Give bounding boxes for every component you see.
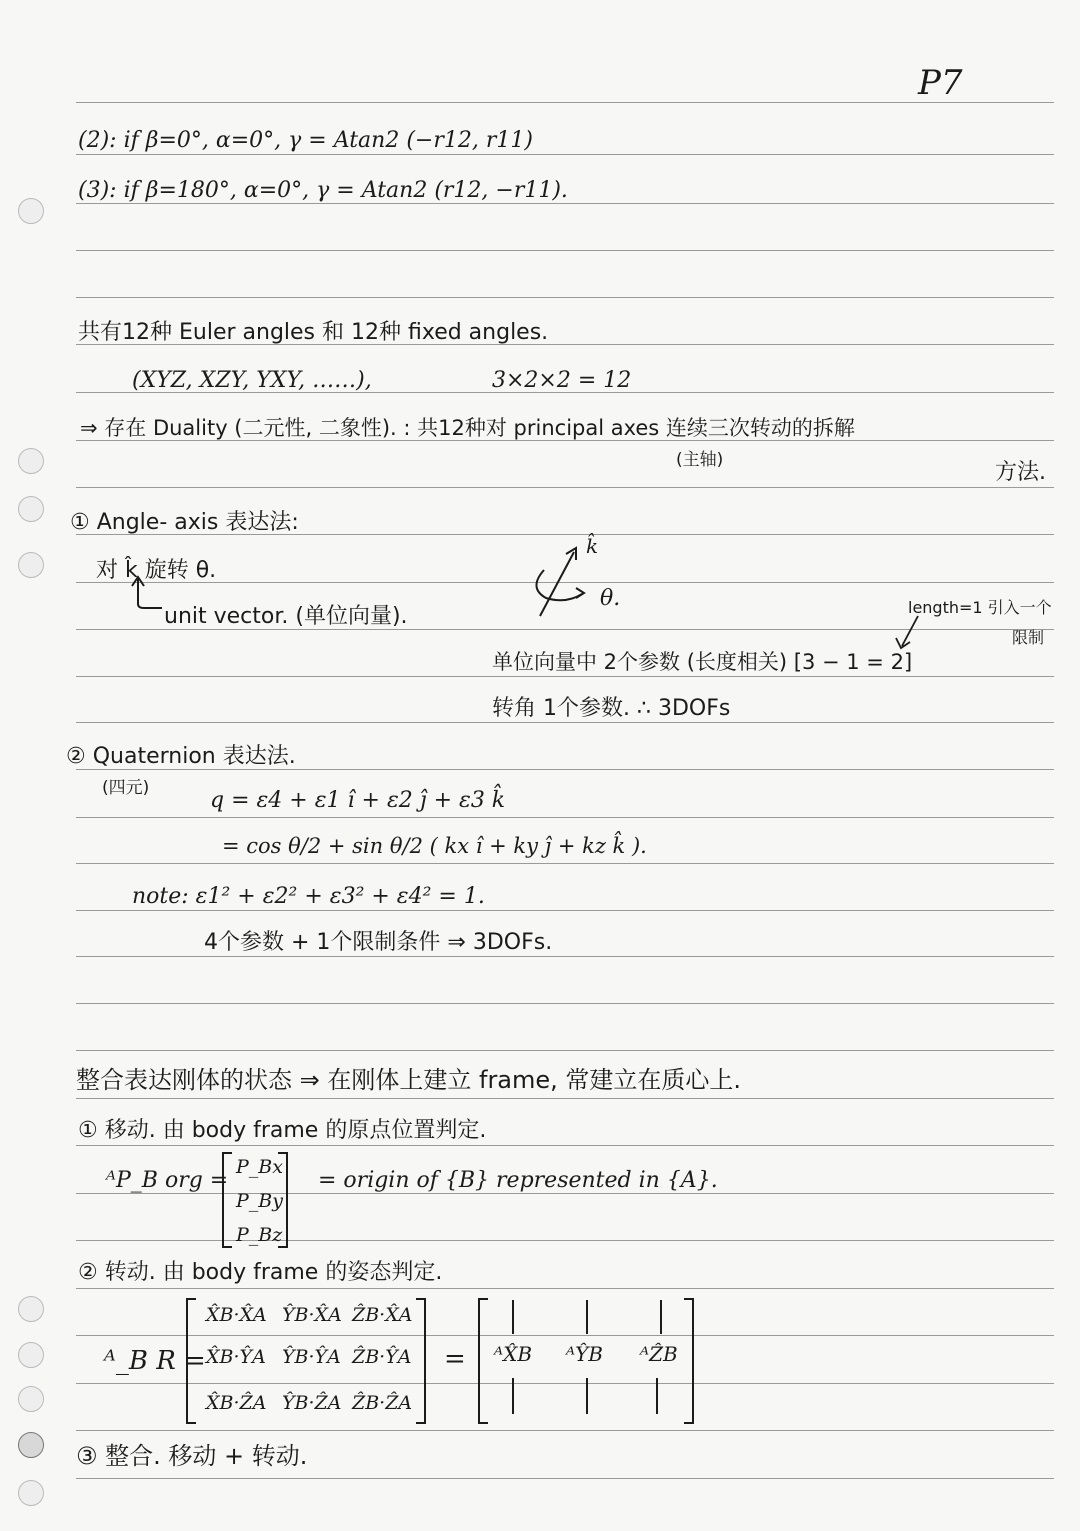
binder-hole bbox=[18, 1386, 44, 1412]
quaternion-trig-form: = cos θ/2 + sin θ/2 ( kx î + ky ĵ + kz k̂ ). bbox=[222, 834, 647, 858]
quaternion-cn-note: (四元) bbox=[102, 778, 150, 798]
binder-hole bbox=[18, 1432, 44, 1458]
ruled-line bbox=[76, 769, 1054, 770]
column-bar bbox=[586, 1300, 588, 1334]
column-bar bbox=[660, 1300, 662, 1334]
constraint-note: 限制 bbox=[1012, 628, 1045, 647]
ruled-line bbox=[76, 154, 1054, 155]
binder-hole bbox=[18, 448, 44, 474]
ruled-line bbox=[76, 203, 1054, 204]
ruled-line bbox=[76, 863, 1054, 864]
ruled-line bbox=[76, 722, 1054, 723]
combine-title: ③ 整合. 移动 + 转动. bbox=[76, 1442, 308, 1470]
angle-axis-title: ① Angle- axis 表达法: bbox=[70, 510, 299, 535]
unit-vector-params: 单位向量中 2个参数 (长度相关) [3 − 1 = 2] bbox=[492, 650, 913, 674]
column-vector-y: ᴬŶB bbox=[566, 1342, 603, 1366]
matrix-entry: ŶB·ẐA bbox=[282, 1392, 342, 1414]
column-vector-z: ᴬẐB bbox=[640, 1342, 678, 1366]
binder-hole bbox=[18, 552, 44, 578]
binder-hole bbox=[18, 1480, 44, 1506]
theta-label: θ. bbox=[600, 586, 621, 611]
case-beta-zero: (2): if β=0°, α=0°, γ = Atan2 (−r12, r11) bbox=[78, 128, 533, 153]
ruled-line bbox=[76, 910, 1054, 911]
ruled-line bbox=[76, 1145, 1054, 1146]
ruled-line bbox=[76, 440, 1054, 441]
column-bar bbox=[586, 1378, 588, 1414]
vector-bracket-left bbox=[222, 1152, 232, 1248]
ruled-line bbox=[76, 1335, 1054, 1336]
binder-hole bbox=[18, 1342, 44, 1368]
binder-hole bbox=[18, 198, 44, 224]
column-bar bbox=[512, 1300, 514, 1334]
ruled-line bbox=[76, 1003, 1054, 1004]
ruled-line bbox=[76, 1288, 1054, 1289]
ruled-line bbox=[76, 487, 1054, 488]
ruled-line bbox=[76, 1098, 1054, 1099]
quaternion-norm-note: note: ε1² + ε2² + ε3² + ε4² = 1. bbox=[132, 884, 485, 909]
ruled-line bbox=[76, 817, 1054, 818]
angle-params: 转角 1个参数. ∴ 3DOFs bbox=[492, 696, 731, 721]
rotate-about-k: 对 k̂ 旋转 θ. bbox=[96, 558, 217, 583]
quaternion-title: ② Quaternion 表达法. bbox=[66, 744, 296, 769]
matrix-entry: ŶB·ŶA bbox=[282, 1346, 341, 1368]
matrix-entry: X̂B·X̂A bbox=[206, 1304, 267, 1326]
unit-vector-note: unit vector. (单位向量). bbox=[164, 604, 408, 629]
ruled-line bbox=[76, 956, 1054, 957]
principal-axes-note: (主轴) bbox=[676, 450, 724, 470]
vector-entry: P_By bbox=[236, 1190, 283, 1212]
ruled-line bbox=[76, 297, 1054, 298]
ruled-line bbox=[76, 676, 1054, 677]
combo-calculation: 3×2×2 = 12 bbox=[492, 368, 632, 393]
ruled-line bbox=[76, 102, 1054, 103]
matrix-entry: ŶB·X̂A bbox=[282, 1304, 342, 1326]
quaternion-dof: 4个参数 + 1个限制条件 ⇒ 3DOFs. bbox=[204, 930, 553, 955]
page-number: P7 bbox=[918, 63, 963, 103]
ruled-line bbox=[76, 1430, 1054, 1431]
matrix-equals: = bbox=[444, 1344, 466, 1374]
column-bar bbox=[512, 1378, 514, 1414]
column-matrix-bracket-left bbox=[478, 1298, 488, 1424]
vector-entry: P_Bx bbox=[236, 1156, 283, 1178]
annotation-arrow-icon bbox=[886, 612, 926, 652]
translation-title: ① 移动. 由 body frame 的原点位置判定. bbox=[78, 1118, 487, 1143]
position-vector-lhs: ᴬP_B org = bbox=[106, 1168, 229, 1193]
matrix-entry: ẐB·ẐA bbox=[352, 1392, 413, 1414]
case-beta-180: (3): if β=180°, α=0°, γ = Atan2 (r12, −r11). bbox=[78, 178, 568, 203]
column-matrix-bracket-right bbox=[684, 1298, 694, 1424]
matrix-entry: ẐB·X̂A bbox=[352, 1304, 413, 1326]
column-vector-x: ᴬX̂B bbox=[494, 1342, 533, 1366]
length-constraint-note: length=1 引入一个 bbox=[908, 598, 1052, 617]
duality-note: ⇒ 存在 Duality (二元性, 二象性). : 共12种对 principal axes 连续三次转动的拆解 bbox=[80, 416, 855, 440]
integration-title: 整合表达刚体的状态 ⇒ 在刚体上建立 frame, 常建立在质心上. bbox=[76, 1066, 742, 1094]
k-hat-label: k̂ bbox=[586, 534, 599, 558]
matrix-entry: X̂B·ẐA bbox=[206, 1392, 267, 1414]
ruled-line bbox=[76, 1050, 1054, 1051]
quaternion-equation: q = ε4 + ε1 î + ε2 ĵ + ε3 k̂ bbox=[210, 788, 506, 813]
annotation-arrow-icon bbox=[126, 574, 166, 614]
vector-entry: P_Bz bbox=[236, 1224, 283, 1246]
ruled-line bbox=[76, 1478, 1054, 1479]
position-vector-rhs: = origin of {B} represented in {A}. bbox=[318, 1168, 718, 1193]
binder-hole bbox=[18, 1296, 44, 1322]
matrix-entry: X̂B·ŶA bbox=[206, 1346, 266, 1368]
rotation-title: ② 转动. 由 body frame 的姿态判定. bbox=[78, 1260, 443, 1285]
binder-hole bbox=[18, 496, 44, 522]
euler-count-note: 共有12种 Euler angles 和 12种 fixed angles. bbox=[78, 320, 549, 345]
method-end: 方法. bbox=[995, 460, 1046, 485]
ruled-line bbox=[76, 1383, 1054, 1384]
rotation-matrix-lhs: ᴬ_B R = bbox=[104, 1346, 206, 1376]
matrix-bracket-right bbox=[416, 1298, 426, 1424]
axis-combos: (XYZ, XZY, YXY, ……), bbox=[132, 368, 372, 393]
ruled-line bbox=[76, 250, 1054, 251]
column-bar bbox=[656, 1378, 658, 1414]
matrix-bracket-left bbox=[186, 1298, 196, 1424]
matrix-entry: ẐB·ŶA bbox=[352, 1346, 412, 1368]
